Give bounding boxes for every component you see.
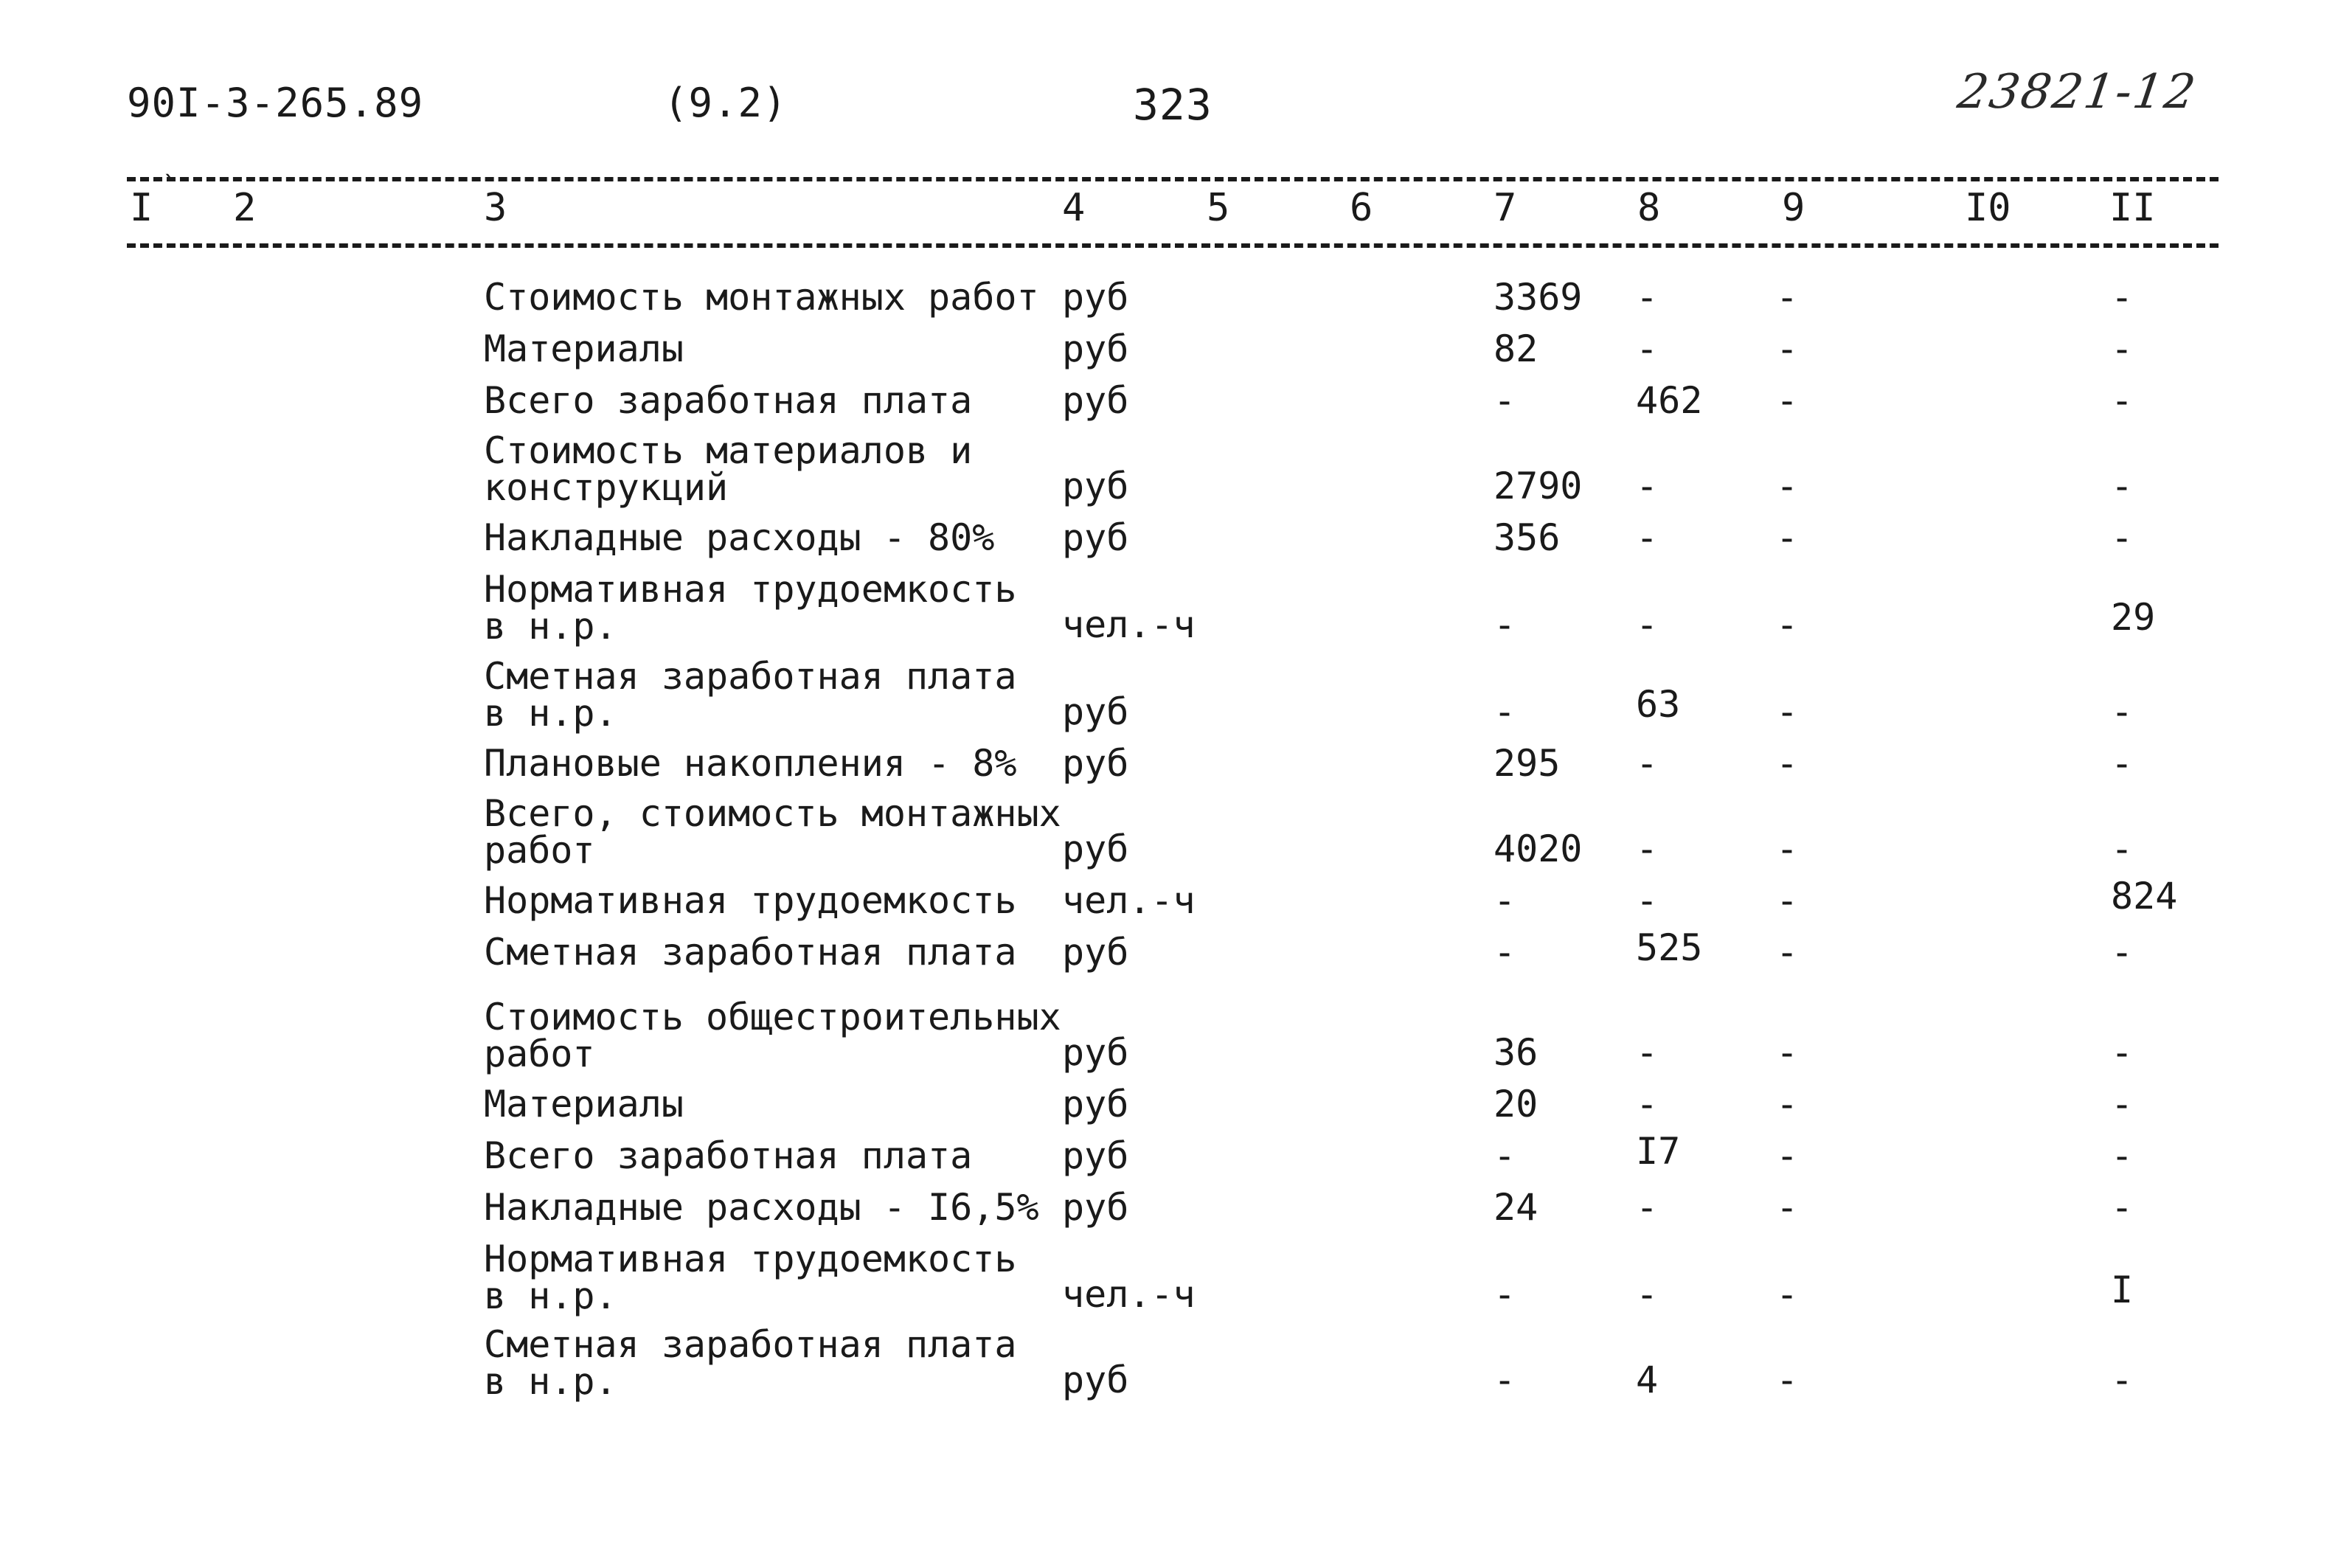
row-description bbox=[484, 742, 1017, 785]
row-col11: - bbox=[2111, 379, 2134, 422]
row-col8: 4 bbox=[1636, 1359, 1659, 1401]
row-col9: - bbox=[1776, 603, 1799, 646]
column-number-3: 3 bbox=[484, 186, 507, 230]
description-line: Всего, стоимость монтажных bbox=[484, 792, 1061, 835]
row-unit: руб bbox=[1062, 1359, 1129, 1401]
column-number-6: 6 bbox=[1350, 186, 1373, 230]
description-line: Всего заработная плата bbox=[484, 379, 973, 422]
row-col11: - bbox=[2111, 690, 2134, 733]
description-line: Накладные расходы - 80% bbox=[484, 516, 995, 559]
handwritten-inventory-number: 23821-12 bbox=[1954, 65, 2200, 119]
description-line: конструкций bbox=[484, 466, 729, 509]
row-col7: - bbox=[1494, 931, 1516, 974]
row-col9: - bbox=[1776, 1273, 1799, 1316]
row-col9: - bbox=[1776, 828, 1799, 870]
row-unit: руб bbox=[1062, 742, 1129, 785]
row-col11: - bbox=[2111, 1134, 2134, 1177]
row-col8: - bbox=[1636, 1031, 1659, 1074]
description-line: в н.р. bbox=[484, 605, 617, 648]
row-unit: руб bbox=[1062, 1186, 1129, 1229]
row-description bbox=[484, 931, 1017, 974]
row-col9: - bbox=[1776, 690, 1799, 733]
row-col11: - bbox=[2111, 465, 2134, 507]
row-col11: - bbox=[2111, 1359, 2134, 1401]
column-number-1: I bbox=[130, 186, 153, 230]
row-col9: - bbox=[1776, 742, 1799, 785]
row-description bbox=[484, 996, 1061, 1075]
description-line: Стоимость материалов и bbox=[484, 429, 973, 472]
row-col8: - bbox=[1636, 1083, 1659, 1125]
document-code: 90I-3-265.89 bbox=[127, 80, 424, 126]
row-col11: - bbox=[2111, 1031, 2134, 1074]
row-col8: I7 bbox=[1636, 1130, 1681, 1173]
row-col9: - bbox=[1776, 1031, 1799, 1074]
row-col7: - bbox=[1494, 603, 1516, 646]
row-description bbox=[484, 792, 1061, 872]
row-col7: - bbox=[1494, 1359, 1516, 1401]
description-line: Сметная заработная плата bbox=[484, 655, 1017, 698]
column-number-2: 2 bbox=[233, 186, 257, 230]
row-description bbox=[484, 1083, 684, 1125]
row-col7: 4020 bbox=[1494, 828, 1583, 870]
description-line: в н.р. bbox=[484, 1360, 617, 1403]
row-description bbox=[484, 1186, 1039, 1229]
row-col7: 82 bbox=[1494, 327, 1538, 370]
row-unit: руб bbox=[1062, 1083, 1129, 1125]
row-col8: - bbox=[1636, 1186, 1659, 1229]
row-col8: - bbox=[1636, 1273, 1659, 1316]
row-description bbox=[484, 379, 973, 422]
description-line: Сметная заработная плата bbox=[484, 1323, 1017, 1366]
row-col9: - bbox=[1776, 1134, 1799, 1177]
row-description bbox=[484, 1323, 1017, 1403]
row-unit: руб bbox=[1062, 327, 1129, 370]
row-col8: - bbox=[1636, 516, 1659, 559]
column-number-7: 7 bbox=[1494, 186, 1517, 230]
description-line: Накладные расходы - I6,5% bbox=[484, 1186, 1039, 1229]
row-description bbox=[484, 429, 973, 509]
row-col7: 24 bbox=[1494, 1186, 1538, 1229]
row-col11: I bbox=[2111, 1269, 2134, 1311]
tick-mark: ` bbox=[162, 171, 178, 201]
description-line: Материалы bbox=[484, 327, 684, 370]
column-number-4: 4 bbox=[1062, 186, 1086, 230]
description-line: Материалы bbox=[484, 1083, 684, 1125]
row-col9: - bbox=[1776, 516, 1799, 559]
row-unit: чел.-ч bbox=[1062, 603, 1196, 646]
description-line: в н.р. bbox=[484, 692, 617, 735]
row-col11: 824 bbox=[2111, 875, 2178, 917]
row-col8: 525 bbox=[1636, 926, 1703, 969]
description-line: Сметная заработная плата bbox=[484, 931, 1017, 974]
row-description bbox=[484, 655, 1017, 735]
row-col11: 29 bbox=[2111, 596, 2156, 639]
row-col7: 295 bbox=[1494, 742, 1561, 785]
row-description bbox=[484, 327, 684, 370]
row-description bbox=[484, 1134, 973, 1177]
row-col7: 20 bbox=[1494, 1083, 1538, 1125]
row-col11: - bbox=[2111, 742, 2134, 785]
row-col8: - bbox=[1636, 603, 1659, 646]
description-line: Нормативная трудоемкость bbox=[484, 568, 1017, 611]
row-col11: - bbox=[2111, 327, 2134, 370]
row-unit: руб bbox=[1062, 1134, 1129, 1177]
section-number: (9.2) bbox=[664, 80, 788, 126]
description-line: работ bbox=[484, 1033, 595, 1075]
row-unit: руб bbox=[1062, 690, 1129, 733]
description-line: Плановые накопления - 8% bbox=[484, 742, 1017, 785]
row-description bbox=[484, 568, 1017, 648]
description-line: работ bbox=[484, 829, 595, 872]
row-col8: - bbox=[1636, 879, 1659, 922]
row-col8: - bbox=[1636, 465, 1659, 507]
row-col11: - bbox=[2111, 1186, 2134, 1229]
row-col7: 356 bbox=[1494, 516, 1561, 559]
row-col7: - bbox=[1494, 879, 1516, 922]
row-col8: - bbox=[1636, 276, 1659, 319]
row-col8: - bbox=[1636, 828, 1659, 870]
row-col11: - bbox=[2111, 828, 2134, 870]
column-number-10: I0 bbox=[1965, 186, 2011, 230]
description-line: Всего заработная плата bbox=[484, 1134, 973, 1177]
row-unit: чел.-ч bbox=[1062, 879, 1196, 922]
column-number-8: 8 bbox=[1637, 186, 1661, 230]
column-number-11: II bbox=[2109, 186, 2156, 230]
row-description bbox=[484, 879, 1017, 922]
row-col7: - bbox=[1494, 1273, 1516, 1316]
row-col11: - bbox=[2111, 1083, 2134, 1125]
row-col11: - bbox=[2111, 931, 2134, 974]
row-unit: руб bbox=[1062, 931, 1129, 974]
description-line: Нормативная трудоемкость bbox=[484, 1238, 1017, 1280]
column-number-9: 9 bbox=[1782, 186, 1805, 230]
row-col7: - bbox=[1494, 1134, 1516, 1177]
row-description bbox=[484, 1238, 1017, 1317]
row-col7: 3369 bbox=[1494, 276, 1583, 319]
row-col11: - bbox=[2111, 276, 2134, 319]
row-col9: - bbox=[1776, 1186, 1799, 1229]
row-col9: - bbox=[1776, 465, 1799, 507]
row-unit: руб bbox=[1062, 379, 1129, 422]
row-unit: руб bbox=[1062, 465, 1129, 507]
row-col9: - bbox=[1776, 1083, 1799, 1125]
row-col9: - bbox=[1776, 327, 1799, 370]
row-col8: - bbox=[1636, 327, 1659, 370]
page-number: 323 bbox=[1133, 80, 1213, 130]
row-col11: - bbox=[2111, 516, 2134, 559]
row-description bbox=[484, 276, 1039, 319]
row-col7: 2790 bbox=[1494, 465, 1583, 507]
row-col8: 63 bbox=[1636, 683, 1681, 726]
row-col7: 36 bbox=[1494, 1031, 1538, 1074]
row-col7: - bbox=[1494, 690, 1516, 733]
row-col9: - bbox=[1776, 379, 1799, 422]
row-unit: руб bbox=[1062, 828, 1129, 870]
column-number-5: 5 bbox=[1207, 186, 1230, 230]
row-unit: чел.-ч bbox=[1062, 1273, 1196, 1316]
row-col8: - bbox=[1636, 742, 1659, 785]
row-unit: руб bbox=[1062, 276, 1129, 319]
description-line: Нормативная трудоемкость bbox=[484, 879, 1017, 922]
description-line: Стоимость общестроительных bbox=[484, 996, 1061, 1038]
row-col9: - bbox=[1776, 931, 1799, 974]
description-line: в н.р. bbox=[484, 1274, 617, 1317]
row-col8: 462 bbox=[1636, 379, 1703, 422]
row-description bbox=[484, 516, 995, 559]
row-col7: - bbox=[1494, 379, 1516, 422]
header-rule-bottom bbox=[127, 243, 2219, 248]
description-line: Стоимость монтажных работ bbox=[484, 276, 1039, 319]
header-rule-top bbox=[127, 177, 2219, 181]
row-col9: - bbox=[1776, 879, 1799, 922]
row-unit: руб bbox=[1062, 1031, 1129, 1074]
row-unit: руб bbox=[1062, 516, 1129, 559]
row-col9: - bbox=[1776, 1359, 1799, 1401]
row-col9: - bbox=[1776, 276, 1799, 319]
